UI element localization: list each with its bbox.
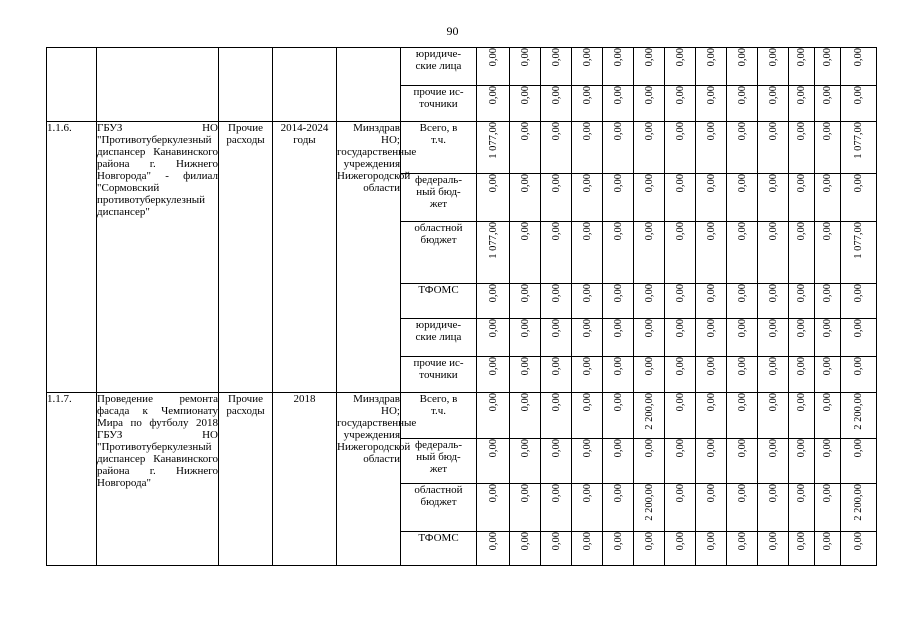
value-cell: 0,00 xyxy=(550,393,562,412)
value-cell: 0,00 xyxy=(581,48,593,67)
value-cell: 0,00 xyxy=(612,439,624,458)
value-cell: 0,00 xyxy=(519,439,531,458)
value-cell: 0,00 xyxy=(612,484,624,503)
value-cell: 0,00 xyxy=(612,222,624,241)
value-cell: 0,00 xyxy=(643,174,655,193)
value-cell: 0,00 xyxy=(822,439,833,458)
value-cell: 0,00 xyxy=(853,439,864,458)
value-cell: 0,00 xyxy=(643,222,655,241)
value-cell: 0,00 xyxy=(612,532,624,551)
value-cell: 0,00 xyxy=(796,357,807,376)
expense-type: Прочие расходы xyxy=(219,122,273,393)
value-cell: 0,00 xyxy=(822,393,833,412)
value-cell: 0,00 xyxy=(581,357,593,376)
value-cell: 0,00 xyxy=(736,319,748,338)
value-cell: 0,00 xyxy=(487,48,499,67)
value-cell: 0,00 xyxy=(643,48,655,67)
value-cell: 0,00 xyxy=(487,357,499,376)
value-cell: 0,00 xyxy=(705,86,717,105)
value-cell: 0,00 xyxy=(796,393,807,412)
value-cell: 0,00 xyxy=(643,86,655,105)
value-cell: 0,00 xyxy=(519,532,531,551)
implementation-period: 2014-2024 годы xyxy=(273,122,337,393)
value-cell: 0,00 xyxy=(853,357,864,376)
value-cell: 0,00 xyxy=(796,439,807,458)
value-cell: 0,00 xyxy=(487,319,499,338)
funding-source: областной бюджет xyxy=(401,222,477,284)
value-cell: 0,00 xyxy=(674,439,686,458)
value-cell: 0,00 xyxy=(674,357,686,376)
value-cell: 0,00 xyxy=(674,484,686,503)
value-cell: 0,00 xyxy=(796,532,807,551)
value-cell: 0,00 xyxy=(550,174,562,193)
value-cell: 0,00 xyxy=(736,122,748,141)
value-cell: 0,00 xyxy=(674,319,686,338)
value-cell: 0,00 xyxy=(796,174,807,193)
value-cell: 0,00 xyxy=(736,393,748,412)
value-cell: 0,00 xyxy=(487,86,499,105)
value-cell: 1 077,00 xyxy=(487,222,499,259)
value-cell: 0,00 xyxy=(736,284,748,303)
value-cell: 0,00 xyxy=(643,532,655,551)
value-cell: 0,00 xyxy=(550,532,562,551)
value-cell: 0,00 xyxy=(705,174,717,193)
value-cell: 0,00 xyxy=(853,174,864,193)
value-cell: 0,00 xyxy=(705,319,717,338)
value-cell: 2 200,00 xyxy=(643,393,655,430)
value-cell: 0,00 xyxy=(822,319,833,338)
value-cell: 0,00 xyxy=(767,86,779,105)
value-cell: 0,00 xyxy=(767,122,779,141)
value-cell: 0,00 xyxy=(853,319,864,338)
value-cell: 0,00 xyxy=(705,439,717,458)
value-cell: 0,00 xyxy=(705,532,717,551)
value-cell: 0,00 xyxy=(550,222,562,241)
budget-table xyxy=(46,47,877,566)
value-cell: 2 200,00 xyxy=(853,484,864,521)
value-cell: 0,00 xyxy=(519,357,531,376)
value-cell: 0,00 xyxy=(736,357,748,376)
value-cell: 0,00 xyxy=(612,86,624,105)
value-cell: 0,00 xyxy=(822,174,833,193)
value-cell: 0,00 xyxy=(767,174,779,193)
value-cell: 1 077,00 xyxy=(487,122,499,159)
value-cell: 0,00 xyxy=(581,284,593,303)
funding-source: Всего, в т.ч. xyxy=(401,122,477,174)
value-cell: 0,00 xyxy=(767,48,779,67)
value-cell: 0,00 xyxy=(487,393,499,412)
table-row xyxy=(47,122,877,174)
value-cell: 0,00 xyxy=(487,174,499,193)
funding-source: ТФОМС xyxy=(401,284,477,319)
value-cell: 0,00 xyxy=(612,319,624,338)
value-cell: 0,00 xyxy=(612,174,624,193)
value-cell: 0,00 xyxy=(767,532,779,551)
value-cell: 0,00 xyxy=(487,284,499,303)
value-cell: 0,00 xyxy=(581,86,593,105)
funding-source: юридиче- ские лица xyxy=(401,319,477,357)
expense-type: Прочие расходы xyxy=(219,393,273,566)
value-cell: 0,00 xyxy=(705,393,717,412)
executor: Минздрав НО; государственные учреждения Нижегородской области xyxy=(337,393,401,566)
value-cell: 0,00 xyxy=(581,532,593,551)
value-cell: 0,00 xyxy=(550,48,562,67)
entry-name: Проведение ремонта фасада к Чемпионату Мира по футболу 2018 ГБУЗ НО "Противотуберкулезный диспансер Канавинского района г. Нижнего Новгорода" xyxy=(97,393,219,566)
executor-cell-blank xyxy=(337,48,401,122)
value-cell: 0,00 xyxy=(519,122,531,141)
value-cell: 1 077,00 xyxy=(853,122,864,159)
value-cell: 0,00 xyxy=(767,319,779,338)
value-cell: 0,00 xyxy=(550,122,562,141)
value-cell: 0,00 xyxy=(550,86,562,105)
value-cell: 1 077,00 xyxy=(853,222,864,259)
value-cell: 0,00 xyxy=(822,532,833,551)
value-cell: 0,00 xyxy=(796,319,807,338)
funding-source: прочие ис- точники xyxy=(401,86,477,122)
value-cell: 0,00 xyxy=(674,86,686,105)
value-cell: 0,00 xyxy=(705,484,717,503)
value-cell: 0,00 xyxy=(550,484,562,503)
value-cell: 0,00 xyxy=(822,284,833,303)
value-cell: 0,00 xyxy=(767,222,779,241)
value-cell: 0,00 xyxy=(487,532,499,551)
value-cell: 0,00 xyxy=(674,532,686,551)
value-cell: 0,00 xyxy=(822,122,833,141)
value-cell: 0,00 xyxy=(612,357,624,376)
value-cell: 0,00 xyxy=(853,48,864,67)
value-cell: 0,00 xyxy=(674,284,686,303)
value-cell: 0,00 xyxy=(796,122,807,141)
value-cell: 0,00 xyxy=(581,393,593,412)
value-cell: 0,00 xyxy=(705,357,717,376)
table-row xyxy=(47,393,877,439)
value-cell: 0,00 xyxy=(796,48,807,67)
value-cell: 0,00 xyxy=(822,86,833,105)
value-cell: 0,00 xyxy=(796,222,807,241)
funding-source: ТФОМС xyxy=(401,532,477,566)
value-cell: 0,00 xyxy=(822,484,833,503)
table-row xyxy=(47,48,877,86)
value-cell: 0,00 xyxy=(736,532,748,551)
value-cell: 0,00 xyxy=(674,222,686,241)
value-cell: 0,00 xyxy=(487,439,499,458)
value-cell: 0,00 xyxy=(519,48,531,67)
value-cell: 0,00 xyxy=(767,284,779,303)
funding-source: федераль- ный бюд- жет xyxy=(401,439,477,484)
value-cell: 0,00 xyxy=(612,122,624,141)
executor: Минздрав НО; государственные учреждения Нижегородской области xyxy=(337,122,401,393)
value-cell: 0,00 xyxy=(736,174,748,193)
value-cell: 0,00 xyxy=(519,393,531,412)
value-cell: 0,00 xyxy=(705,284,717,303)
value-cell: 0,00 xyxy=(705,222,717,241)
value-cell: 0,00 xyxy=(643,357,655,376)
value-cell: 0,00 xyxy=(767,393,779,412)
funding-source: федераль- ный бюд- жет xyxy=(401,174,477,222)
value-cell: 0,00 xyxy=(767,484,779,503)
entry-number: 1.1.6. xyxy=(47,122,97,393)
value-cell: 0,00 xyxy=(822,222,833,241)
funding-source: Всего, в т.ч. xyxy=(401,393,477,439)
value-cell: 0,00 xyxy=(853,86,864,105)
page-number: 90 xyxy=(446,24,459,38)
value-cell: 0,00 xyxy=(643,284,655,303)
value-cell: 0,00 xyxy=(581,484,593,503)
value-cell: 0,00 xyxy=(550,439,562,458)
value-cell: 0,00 xyxy=(519,86,531,105)
entry-number: 1.1.7. xyxy=(47,393,97,566)
entry-name: ГБУЗ НО "Противотуберкулезный диспансер Канавинского района г. Нижнего Новгорода" - филиал "Сормовский противотуберкулезный диспансер" xyxy=(97,122,219,393)
value-cell: 0,00 xyxy=(519,284,531,303)
implementation-period: 2018 xyxy=(273,393,337,566)
value-cell: 0,00 xyxy=(519,319,531,338)
value-cell: 0,00 xyxy=(674,174,686,193)
value-cell: 0,00 xyxy=(736,48,748,67)
value-cell: 0,00 xyxy=(612,393,624,412)
value-cell: 0,00 xyxy=(519,174,531,193)
value-cell: 0,00 xyxy=(581,122,593,141)
funding-source: юридиче- ские лица xyxy=(401,48,477,86)
value-cell: 0,00 xyxy=(674,48,686,67)
value-cell: 0,00 xyxy=(550,319,562,338)
value-cell: 0,00 xyxy=(853,284,864,303)
value-cell: 0,00 xyxy=(519,222,531,241)
value-cell: 0,00 xyxy=(796,484,807,503)
value-cell: 0,00 xyxy=(767,357,779,376)
value-cell: 0,00 xyxy=(705,48,717,67)
value-cell: 0,00 xyxy=(767,439,779,458)
value-cell: 0,00 xyxy=(822,357,833,376)
type-cell-blank xyxy=(219,48,273,122)
number-cell-blank xyxy=(47,48,97,122)
value-cell: 0,00 xyxy=(736,484,748,503)
value-cell: 0,00 xyxy=(550,357,562,376)
value-cell: 0,00 xyxy=(581,174,593,193)
value-cell: 0,00 xyxy=(796,284,807,303)
value-cell: 0,00 xyxy=(581,439,593,458)
value-cell: 0,00 xyxy=(519,484,531,503)
funding-source: областной бюджет xyxy=(401,484,477,532)
value-cell: 0,00 xyxy=(736,439,748,458)
value-cell: 0,00 xyxy=(581,319,593,338)
value-cell: 0,00 xyxy=(612,48,624,67)
value-cell: 0,00 xyxy=(674,122,686,141)
value-cell: 0,00 xyxy=(853,532,864,551)
value-cell: 2 200,00 xyxy=(853,393,864,430)
value-cell: 0,00 xyxy=(643,439,655,458)
value-cell: 0,00 xyxy=(796,86,807,105)
value-cell: 0,00 xyxy=(612,284,624,303)
value-cell: 0,00 xyxy=(822,48,833,67)
period-cell-blank xyxy=(273,48,337,122)
value-cell: 0,00 xyxy=(705,122,717,141)
value-cell: 2 200,00 xyxy=(643,484,655,521)
name-cell-blank xyxy=(97,48,219,122)
value-cell: 0,00 xyxy=(736,86,748,105)
value-cell: 0,00 xyxy=(550,284,562,303)
funding-source: прочие ис- точники xyxy=(401,357,477,393)
value-cell: 0,00 xyxy=(643,319,655,338)
value-cell: 0,00 xyxy=(674,393,686,412)
value-cell: 0,00 xyxy=(736,222,748,241)
value-cell: 0,00 xyxy=(581,222,593,241)
value-cell: 0,00 xyxy=(487,484,499,503)
value-cell: 0,00 xyxy=(643,122,655,141)
